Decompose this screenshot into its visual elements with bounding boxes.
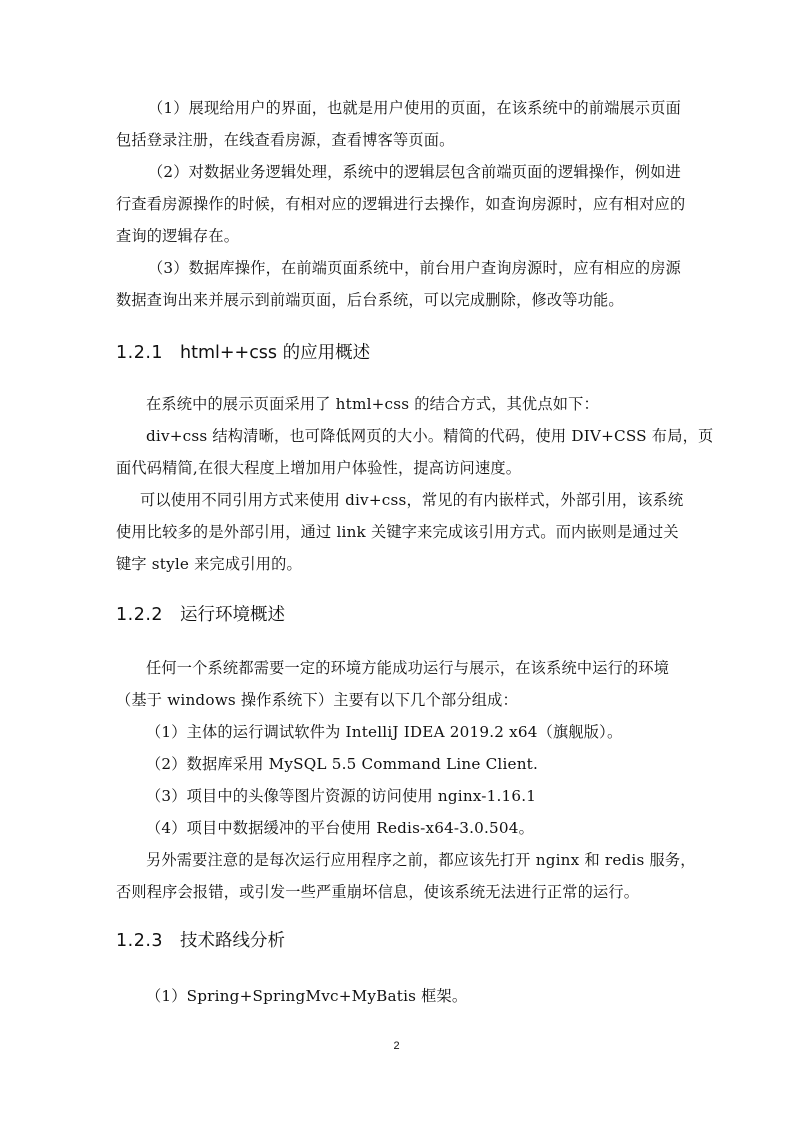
section-heading-1-2-1 bbox=[116, 340, 370, 366]
list-item-frameworks bbox=[116, 980, 682, 1012]
text-line: 另外需要注意的是每次运行应用程序之前，都应该先打开 nginx 和 redis 服务， bbox=[146, 851, 696, 869]
list-item-database bbox=[116, 748, 682, 780]
text-line: 数据查询出来并展示到前端页面，后台系统，可以完成删除，修改等功能。 bbox=[116, 291, 624, 309]
paragraph-runtime-environment bbox=[116, 652, 682, 716]
paragraph-html-css-intro bbox=[116, 388, 682, 420]
list-item-ide bbox=[116, 716, 682, 748]
text-line: （3）数据库操作，在前端页面系统中，前台用户查询房源时，应有相应的房源 bbox=[148, 259, 682, 277]
text-line: 任何一个系统都需要一定的环境方能成功运行与展示，在该系统中运行的环境 bbox=[146, 659, 670, 677]
section-number: 1.2.3 bbox=[116, 931, 164, 951]
paragraph-database-operations bbox=[116, 252, 682, 316]
text-line: 行查看房源操作的时候，有相对应的逻辑进行去操作，如查询房源时，应有相对应的 bbox=[116, 195, 686, 213]
text-line: 否则程序会报错，或引发一些严重崩坏信息，使该系统无法进行正常的运行。 bbox=[116, 883, 640, 901]
text-line: div+css 结构清晰，也可降低网页的大小。精简的代码，使用 DIV+CSS 布局，页 bbox=[146, 427, 714, 445]
text-line: （1）主体的运行调试软件为 IntelliJ IDEA 2019.2 x64（旗舰版）。 bbox=[146, 723, 623, 741]
section-title: 技术路线分析 bbox=[180, 931, 285, 951]
section-number: 1.2.1 bbox=[116, 343, 164, 363]
paragraph-css-reference-methods bbox=[116, 484, 682, 580]
section-title: html++css 的应用概述 bbox=[180, 343, 371, 363]
list-item-redis bbox=[116, 812, 682, 844]
text-line: 面代码精简,在很大程度上增加用户体验性，提高访问速度。 bbox=[116, 459, 522, 477]
text-line: （1）展现给用户的界面，也就是用户使用的页面，在该系统中的前端展示页面 bbox=[148, 99, 682, 117]
section-heading-1-2-2 bbox=[116, 602, 285, 628]
section-number: 1.2.2 bbox=[116, 605, 164, 625]
paragraph-business-logic bbox=[116, 156, 686, 252]
text-line: （1）Spring+SpringMvc+MyBatis 框架。 bbox=[146, 987, 468, 1005]
text-line: （2）数据库采用 MySQL 5.5 Command Line Client. bbox=[146, 755, 539, 773]
list-item-nginx bbox=[116, 780, 682, 812]
page-number: 2 bbox=[393, 1040, 400, 1052]
paragraph-div-css-advantages bbox=[116, 420, 714, 484]
text-line: 键字 style 来完成引用的。 bbox=[116, 555, 302, 573]
section-title: 运行环境概述 bbox=[180, 605, 285, 625]
text-line: 查询的逻辑存在。 bbox=[116, 227, 240, 245]
text-line: 包括登录注册，在线查看房源，查看博客等页面。 bbox=[116, 131, 455, 149]
text-line: （4）项目中数据缓冲的平台使用 Redis-x64-3.0.504。 bbox=[146, 819, 535, 837]
text-line: 使用比较多的是外部引用，通过 link 关键字来完成该引用方式。而内嵌则是通过关 bbox=[116, 523, 679, 541]
text-line: （基于 windows 操作系统下）主要有以下几个部分组成： bbox=[116, 691, 518, 709]
text-line: 可以使用不同引用方式来使用 div+css，常见的有内嵌样式，外部引用，该系统 bbox=[140, 491, 684, 509]
text-line: 在系统中的展示页面采用了 html+css 的结合方式，其优点如下： bbox=[146, 395, 599, 413]
text-line: （3）项目中的头像等图片资源的访问使用 nginx-1.16.1 bbox=[146, 787, 537, 805]
paragraph-presentation-layer bbox=[116, 92, 682, 156]
text-line: （2）对数据业务逻辑处理，系统中的逻辑层包含前端页面的逻辑操作，例如进 bbox=[148, 163, 682, 181]
section-heading-1-2-3 bbox=[116, 928, 285, 954]
paragraph-startup-note bbox=[116, 844, 696, 908]
